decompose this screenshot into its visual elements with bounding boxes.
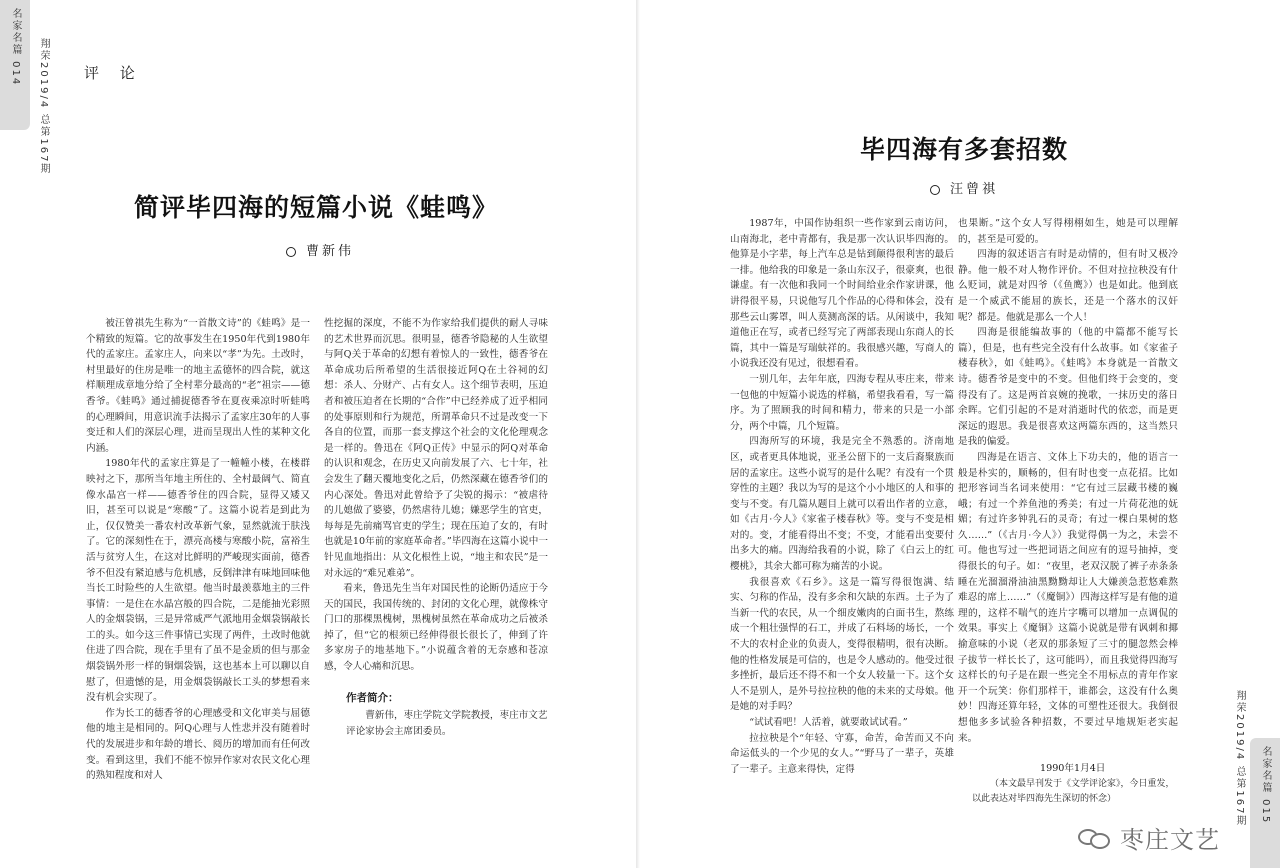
about-author-heading: 作者简介： [346, 692, 399, 704]
paragraph: 四海是在语言、文体上下功夫的，他的语言一般是朴实的，顺畅的，但有时也变一点花招。比如把形容词当名词来使用：“它有过三层藏书楼的巍峨；有过一个养鱼池的秀美；有过一片荷花池的妩媚；有过许多钟乳石的灵奇；有过一棵白果树的悠久……”（《古月·今人》）我觉得偶一为之，未尝不可。他也写过一些把词语之间应有的逗号抽掉，变得很长的句子。如：“夜里，老双汉脱了裤子赤条条睡在光溜溜滑油油黑黝黝却让人大嫌羡急惹悠难熬难忍的席上……”（《魔铜》）四海这样写是有他的道理的，这样不喘气的连片字嘴可以增加一点调侃的效果。事实上《魔铜》这篇小说就是带有讽刺和揶揄意味的小说（老双的那条短了三寸的腿忽然会棒子拔节一样长长了，这可能吗），而且我觉得四海写这样长的句子是在跟一些完全不用标点的青年作家开一个玩笑：你们那样干，谁都会，这没有什么奥妙！四海还算年轻，文体的可塑性还很大。我倒很想他多多试验各种招数，不要过早地规矩老实起来。 [958, 451, 1178, 744]
paragraph: “试试看吧！人活着，就要敢试试看。” [749, 717, 908, 728]
circle-icon [930, 185, 940, 195]
right-column-2 [958, 216, 1178, 776]
paragraph: 1987年，中国作协组织一些作家到云南访问，山南海北，老中青都有，我是那一次认识毕四海的。他算是小字辈，每上汽车总是钻到颠得很利害的最后一排。他给我的印象是一条山东汉子，很豪爽，也很谦虚。有一次他和我同一个时间给业余作家讲课，他讲得很平易，只说他写几个作品的心得和体会，没有那些云山雾罩，叫人莫测高深的话。从闲谈中，我知道他正在写，或者已经写完了两部表现山东商人的长篇，其中一篇是写瑞蚨祥的。我很感兴趣，写商人的小说我还没有见过，很想看看。 [730, 218, 954, 370]
author-name-right: 汪曾祺 [950, 182, 999, 197]
paragraph: 一别几年，去年年底，四海专程从枣庄来，带来一包他的中短篇小说选的样稿，希望我看看，写一篇序。为了照顾我的时间和精力，带来的只是一小部分，两个中篇，几个短篇。 [730, 373, 954, 432]
article-date: 1990年1月4日 [1040, 763, 1106, 774]
paragraph: 我很喜欢《石乡》。这是一篇写得很饱满、结实、匀称的作品，没有多余和欠缺的东西。土子为了当新一代的农民，从一个细皮嫩肉的白面书生，熬练成一个粗壮强悍的石工，并成了石料场的场长，一个不大的农村企业的负责人，变得很精明，很有决断。他的性格发展是可信的，也是令人感动的。他受过很多挫折，最后还不得不和一个女人较量一下。这个女人不是别人，是外号拉拉秧的他的未来的丈母娘。他是她的对手吗？ [730, 576, 954, 713]
left-column-2 [324, 316, 548, 776]
article-title-left: 简评毕四海的短篇小说《蛙鸣》 [134, 193, 499, 222]
watermark [1078, 820, 1220, 855]
publication-note: （本文最早刊发于《文学评论家》，今日重发，以此表达对毕四海先生深切的怀念） [972, 779, 1175, 804]
paragraph: 性挖掘的深度，不能不为作家给我们提供的耐人寻味的艺术世界而沉思。很明显，德香爷隐秘的人生欲望与阿Q关于革命的幻想有着惊人的一致性，德香爷在革命成功后所希望的生活很接近阿Q在土谷祠的幻想：杀人、分财产、占有女人。这个细节表明，压迫者和被压迫者在长期的“合作”中已经养成了近乎相同的处事原则和行为规范，所谓革命只不过是改变一下各自的位置，而那一套支撑这个社会的文化伦理观念是一样的。鲁迅在《阿Q正传》中显示的阿Q对革命的认识和观念，在历史又向前发展了六、七十年，社会发生了翻天覆地变化之后，仍然深藏在德香爷们的内心深处。鲁迅对此曾给予了尖锐的揭示：“被虐待的儿媳做了婆婆，仍然虐待儿媳；嫌恶学生的官吏，每每是先前痛骂官吏的学生；现在压迫了女的，有时也就是10年前的家庭革命者。”毕四海在这篇小说中一针见血地指出：从文化根性上说，“地主和农民”是一对永远的“难兄难弟”。 [324, 318, 548, 579]
left-issue-text: 翔荣2019/4 总第167期 [38, 38, 49, 176]
section-label: 评 论 [84, 64, 143, 82]
right-tab-text: 名家名篇 015 [1260, 746, 1271, 825]
author-line-left [286, 240, 354, 259]
wechat-icon [1078, 827, 1114, 849]
paragraph: 看来，鲁迅先生当年对国民性的论断仍适应于今天的国民，我国传统的、封闭的文化心理，就像株守门口的那棵黑槐树，黑槐树虽然在革命成功之后被杀掉了，但“它的根须已经伸得很长很长了，伸到了许多家房子的地基地下。”小说蕴含着的无奈感和苍凉感，令人心痛和沉思。 [324, 583, 548, 673]
paragraph: 四海是很能编故事的（他的中篇都不能写长篇），但是，也有些完全没有什么故事。如《家雀子楼春秋》，如《蛙鸣》。《蛙鸣》本身就是一首散文诗。德香爷是变中的不变。但他们终于会变的，变得没有了。这是两首哀婉的挽歌，一抹历史的落日余晖。它们引起的不是对消逝时代的依恋，而是更深远的遐思。我是很喜欢这两篇东西的，这当然只是我的偏爱。 [958, 327, 1178, 448]
right-page-tab [1250, 738, 1280, 868]
right-issue-text: 翔荣2019/4 总第167期 [1234, 690, 1245, 828]
paragraph: 被汪曾祺先生称为“一首散文诗”的《蛙鸣》是一个精致的短篇。它的故事发生在1950年代到1980年代的孟家庄。孟家庄人，向来以“孝”为先。土改时，村里最好的住房是唯一的地主孟德怀的四合院，就这样顺理成章地分给了全村辈分最高的“老”祖宗——德香爷。《蛙鸣》通过捕捉德香爷在夏夜乘凉时听蛙鸣的心理瞬间，用意识流手法揭示了孟家庄30年的人事变迁和人们的深层心理，进而呈现出人性的某种文化内涵。 [86, 318, 310, 454]
paragraph: 四海所写的环境，我是完全不熟悉的。济南地区，或者更具体地说，亚圣公留下的一支后裔聚族而居的孟家庄。这些小说写的是什么呢？有没有一个贯穿性的主题？我以为写的是这个小小地区的人和事的变与不变。有几篇从题目上就可以看出作者的立意，如《古月·今人》《家雀子楼春秋》等。变与不变是相对的。变，才能看得出不变；不变，才能看出变要付出多大的痛。四海给我看的小说，除了《白云上的红樱桃》，其余大都可称为痛苦的小说。 [730, 436, 954, 573]
circle-icon [286, 247, 296, 257]
left-tab-text: 名家名篇 014 [10, 8, 21, 87]
paragraph: 1980年代的孟家庄算是了一幢幢小楼，在楼群映衬之下，那所当年地主所住的、全村最阔气、简直像水晶宫一样——德香爷住的四合院，显得又矮又旧，甚至可以说是“寒酸”了。这篇小说若是到此为止，仅仅赞美一番农村改革新气象，显然就流于肤浅了。它的深刻性在于，漂亮高楼与寒酸小院，富裕生活与贫穷人生，在这对比鲜明的严峻现实面前，德香爷不但没有紧迫感与危机感，反倒津津有味地回味他当长工时险些的人生欲望。他当时最羡慕地主的三件事情：一是住在水晶宫般的四合院，二是能抽光彩照人的金烟袋锅，三是异常威严气派地用金烟袋锅敲长工的头。如今这三件事情已实现了两件，土改时他就住进了四合院，现在手里有了虽不是金质的但与那金烟袋锅外形一样的铜烟袋锅，这也基本上可以聊以自慰了，但遗憾的是，用金烟袋锅敲长工头的梦想看来没有机会实现了。 [86, 458, 310, 704]
left-page-tab [0, 0, 30, 130]
about-author-body: 曹新伟，枣庄学院文学院教授，枣庄市文艺评论家协会主席团委员。 [346, 710, 548, 737]
watermark-text: 枣庄文艺 [1120, 826, 1220, 854]
paragraph: 四海的叙述语言有时是动情的，但有时又极冷静。他一般不对人物作评价。不但对拉拉秧没有什么贬词，就是对四爷（《鱼鹰》）也是如此。他到底是一个威武不能屈的族长，还是一个落水的汉奸呢？都是。他就是那么一个人！ [958, 249, 1178, 323]
paragraph: 作为长工的德香爷的心理感受和文化审美与屈德他的地主是相同的。阿Q心理与人性悲并没有随着时代的发展进步和年龄的增长、阅历的增加而有任何改变。看到这里，我们不能不惊异作家对农民文化心理的熟知程度和对人 [86, 707, 310, 782]
left-column-1 [86, 316, 310, 782]
article-title-right: 毕四海有多套招数 [860, 135, 1069, 164]
paragraph: 拉拉秧是个“年轻、守寡，命苦，命苦而又不向命运低头的一个少见的女人。”“野马了一辈子，英雄了一辈子。主意来得快，定得 [730, 732, 954, 775]
right-column-1 [730, 216, 954, 816]
author-line-right [930, 178, 998, 197]
paragraph: 也果断。”这个女人写得栩栩如生，她是可以理解的，甚至是可爱的。 [958, 218, 1178, 245]
author-name-left: 曹新伟 [306, 244, 355, 259]
